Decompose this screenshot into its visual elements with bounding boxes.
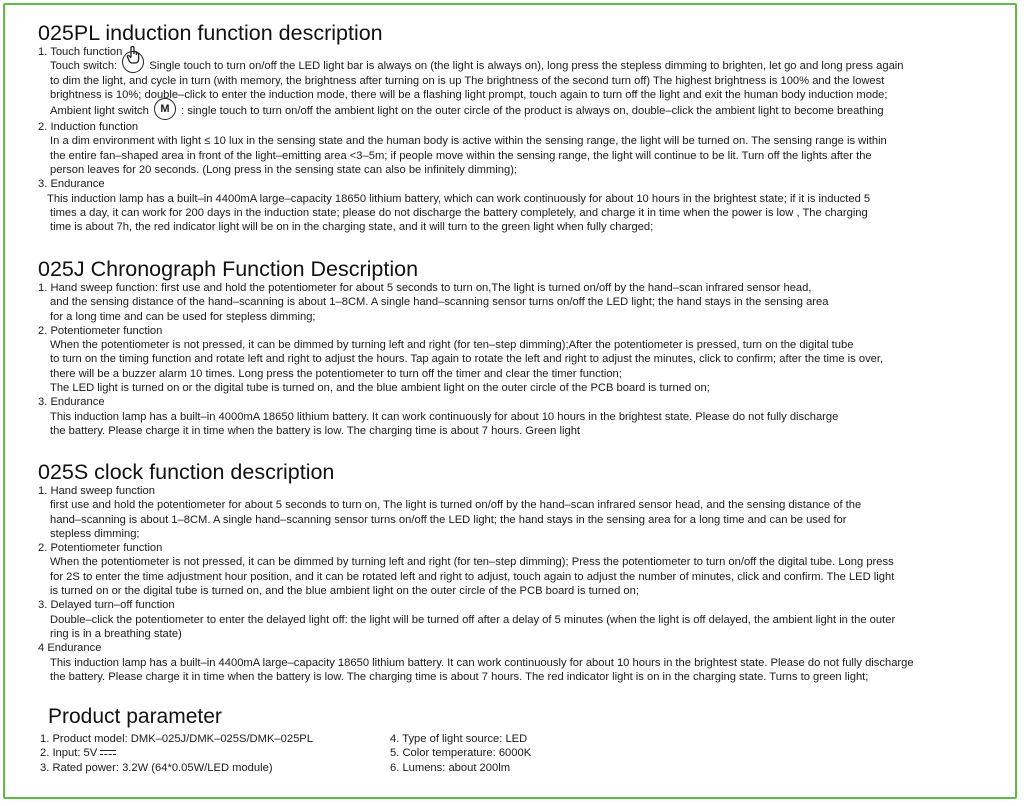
item-endurance: 3. Endurance [38, 178, 105, 191]
section-title: 025S clock function description [38, 460, 335, 484]
endurance-body: This induction lamp has a built–in 4000mA 18650 lithium battery. It can work continuously for about 10 hours in the brightest state. Please do not fully discharge the battery. Please charge it in time when the battery is low. The charging time is about 7 hours. Green light [50, 410, 839, 437]
param-input: 2. Input: 5V [40, 746, 390, 760]
hand-sweep-body: and the sensing distance of the hand–scanning is about 1–8CM. A single hand–scanning sensor turns on/off the LED light; the hand stays in the sensing area for a long time and can be used for stepless dimming; [50, 296, 829, 323]
param-rated-power: 3. Rated power: 3.2W (64*0.05W/LED module) [40, 761, 273, 774]
param-model: 1. Product model: DMK–025J/DMK–025S/DMK–025PL [40, 733, 313, 745]
param-color-temp: 5. Color temperature: 6000K [390, 747, 532, 760]
item-hand-sweep: 1. Hand sweep function [38, 485, 155, 497]
section-025j [38, 257, 1000, 438]
dc-symbol-icon [100, 749, 116, 757]
item-touch-function: 1. Touch function [38, 46, 123, 58]
item-endurance: 4 Endurance [38, 642, 102, 655]
potentiometer-body: When the potentiometer is not pressed, it can be dimmed by turning left and right (for ten–step dimming);After the potentiometer is pressed, turn on the digital tube to turn on the timing function and rotate left and right to adjust the hours. Tap again to rotate the left and right to adjust the minutes, click to confirm; after the time is over, there will be a buzzer alarm 10 times. Long press the potentiometer to turn off the timer and clear the timer function; The LED light is turned on or the digital tube is turned on, and the blue ambient light on the outer circle of the PCB board is turned on; [50, 339, 884, 395]
section-title: 025PL induction function description [38, 21, 383, 45]
endurance-body: This induction lamp has a built–in 4400mA large–capacity 18650 lithium battery, which can work continuously for about 10 hours in the brightest state; if it is inducted 5 times a day, it can work for 200 days in the induction state; please do not discharge the battery completely, and charge it in time when the power is low , The charging time is about 7h, the red indicator light will be on in the charging state, and it will turn to the green light when fully charged; [47, 192, 871, 234]
param-lumens: 6. Lumens: about 200lm [390, 761, 511, 774]
section-title: Product parameter [48, 705, 222, 728]
item-delayed-off: 3. Delayed turn–off function [38, 599, 175, 612]
endurance-body: This induction lamp has a built–in 4400mA large–capacity 18650 lithium battery. It can work continuously for about 10 hours in the brightest state. Please do not fully discharge the battery. Please charge it in time when the battery is low. The charging time is about 7 hours. The red indicator light is on in the charging state. Turns to green light; [50, 656, 914, 683]
induction-function-body: In a dim environment with light ≤ 10 lux in the sensing state and the human body is active within the sensing range, the light will be turned on. The sensing range is within the entire fan–shaped area in front of the light–emitting area <3–5m; if people move within the sensing range, the light will continue to be lit. Turn off the lights after the person leaves for 20 seconds. (Long press in the sensing state can also be infinitely dimming); [50, 135, 887, 177]
item-hand-sweep: 1. Hand sweep function: first use and hold the potentiometer for about 5 seconds to turn on,The light is turned on/off by the hand–scan infrared sensor head, [38, 282, 812, 294]
touch-hand-icon [122, 51, 144, 73]
item-potentiometer: 2. Potentiometer function [38, 324, 163, 337]
item-induction-function: 2. Induction function [38, 121, 139, 134]
param-light-source: 4. Type of light source: LED [390, 733, 528, 745]
ambient-m-icon: M [154, 98, 176, 120]
section-025pl [38, 21, 1000, 235]
potentiometer-body: When the potentiometer is not pressed, it can be dimmed by turning left and right (for ten–step dimming); Press the potentiometer to turn on/off the digital tube. Long press for 2S to enter the time adjustment hour position, and it can be rotated left and right to adjust, touch again to adjust the number of minutes, click and confirm. The LED light is turned on or the digital tube is turned on, and the blue ambient light on the outer circle of the PCB board is turned on; [50, 556, 895, 598]
item-potentiometer: 2. Potentiometer function [38, 542, 163, 555]
section-product-parameter [40, 705, 690, 775]
hand-sweep-body: first use and hold the potentiometer for about 5 seconds to turn on, The light is turned on/off by the hand–scan infrared sensor head, and the sensing distance of the hand–scanning is about 1–8CM. A single hand–scanning sensor turns on/off the LED light; the hand stays in the sensing area for a long time and can be used for stepless dimming; [50, 499, 862, 540]
section-title: 025J Chronograph Function Description [38, 257, 419, 281]
parameter-list [40, 732, 690, 775]
item-endurance: 3. Endurance [38, 396, 105, 409]
section-025s [38, 460, 1000, 684]
touch-function-body: Touch switch: Single touch to turn on/off the LED light bar is always on (the light is always on), long press the stepless dimming to brighten, let go and long press again to dim the light, and cycle in turn (with memory, the brightness after turning on is up The brightness of the second turn off) The highest brightness is 100% and the lowest brightness is 10%; double–click to enter the induction mode, there will be a flashing light prompt, touch again to turn off the light and exit the human body induction mode; Ambient light switch M : single touch to turn on/off the ambient light on the outer circle of the product is always on, double–click the ambient light to become breathing [50, 59, 1000, 120]
delayed-off-body: Double–click the potentiometer to enter the delayed light off: the light will be turned off after a delay of 5 minutes (when the light is off delayed, the ambient light in the outer ring is in a breathing state) [50, 613, 896, 640]
